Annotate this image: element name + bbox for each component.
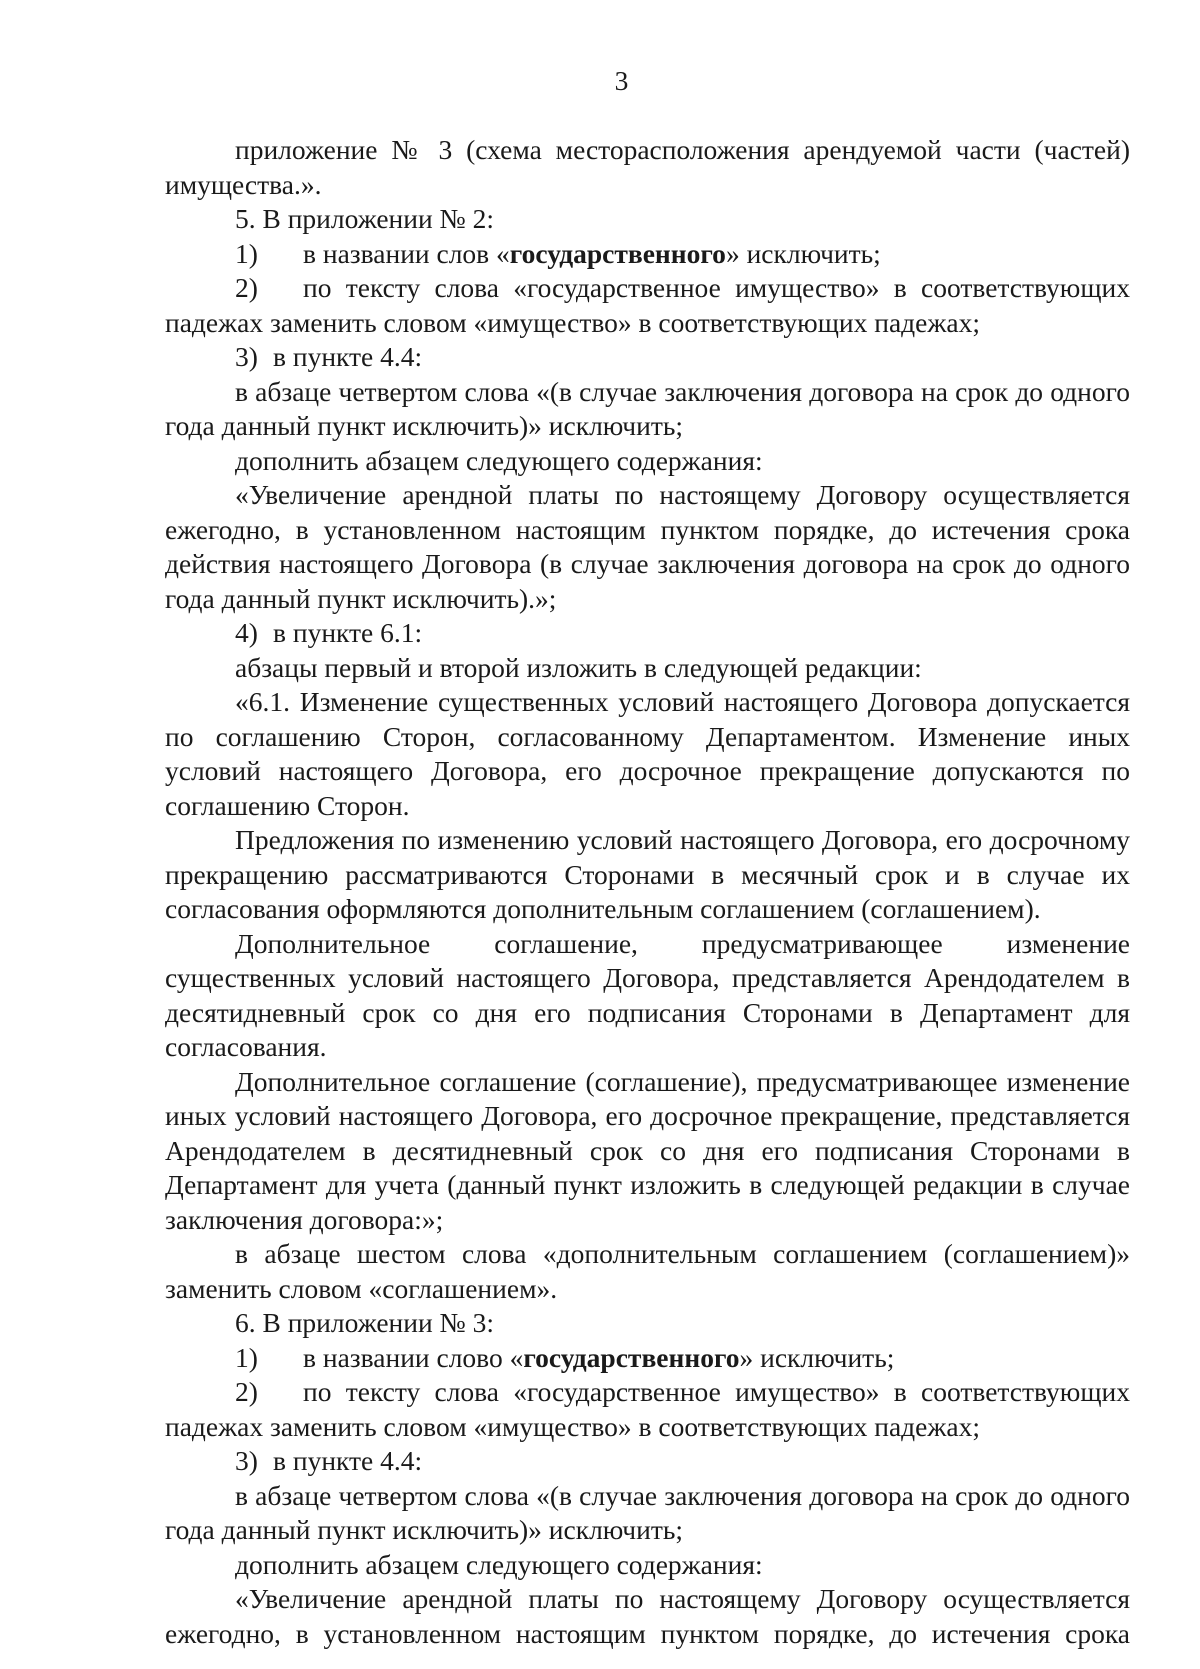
list-number: 2)	[235, 272, 258, 303]
paragraph: Дополнительное соглашение (соглашение), предусматривающее изменение иных условий настоящего Договора, его досрочное прекращение, представляется Арендодателем в десятидневный срок со дня его подписания Сторонами в Департамент для учета (данный пункт изложить в следующей редакции в случае заключения договора:»;	[165, 1065, 1130, 1235]
list-item	[165, 1444, 1130, 1479]
section-6-heading: 6. В приложении № 3:	[235, 1307, 495, 1338]
list-number: 1)	[235, 237, 258, 269]
list-text: в названии слов «	[303, 237, 510, 269]
list-item	[165, 1341, 1130, 1376]
paragraph: Предложения по изменению условий настоящего Договора, его досрочному прекращению рассматриваются Сторонами в месячный срок и в случае их согласования оформляются дополнительным соглашением (соглашением).	[165, 824, 1130, 924]
bold-term: государственного	[509, 237, 726, 269]
section-5-heading: 5. В приложении № 2:	[235, 203, 495, 234]
list-number: 1)	[235, 1341, 258, 1373]
document-body	[165, 133, 1130, 1651]
list-text: » исключить;	[725, 237, 881, 269]
paragraph: «Увеличение арендной платы по настоящему Договору осуществляется ежегодно, в установленном настоящим пунктом порядке, до истечения срока	[165, 1583, 1130, 1649]
list-text: » исключить;	[739, 1341, 895, 1373]
paragraph: дополнить абзацем следующего содержания:	[235, 444, 763, 476]
list-number: 4)	[235, 617, 258, 648]
list-number: 3)	[235, 1445, 258, 1476]
paragraph: «Увеличение арендной платы по настоящему Договору осуществляется ежегодно, в установленном настоящим пунктом порядке, до истечения срока действия настоящего Договора (в случае заключения договора на срок до одного года данный пункт исключить).»;	[165, 479, 1130, 614]
list-text: по тексту слова «государственное имущество» в соответствующих падежах заменить словом «имущество» в соответствующих падежах;	[165, 272, 1130, 338]
paragraph: «6.1. Изменение существенных условий настоящего Договора допускается по соглашению Сторон, согласованному Департаментом. Изменение иных условий настоящего Договора, его досрочное прекращение допускаются по соглашению Сторон.	[165, 686, 1130, 821]
paragraph: в абзаце шестом слова «дополнительным соглашением (соглашением)» заменить словом «соглашением».	[165, 1238, 1130, 1304]
paragraph: в абзаце четвертом слова «(в случае заключения договора на срок до одного года данный пункт исключить)» исключить;	[165, 375, 1130, 441]
bold-term: государственного	[523, 1341, 740, 1373]
list-text: в пункте 4.4:	[273, 341, 423, 372]
list-item	[165, 237, 1130, 272]
paragraph-appendix-3: приложение № 3 (схема месторасположения арендуемой части (частей) имущества.».	[165, 134, 1130, 200]
paragraph: дополнить абзацем следующего содержания:	[235, 1548, 763, 1580]
list-text: в пункте 4.4:	[273, 1445, 423, 1476]
list-text: в пункте 6.1:	[273, 617, 423, 648]
list-text: в названии слово «	[303, 1341, 524, 1373]
list-number: 2)	[235, 1376, 258, 1407]
paragraph: в абзаце четвертом слова «(в случае заключения договора на срок до одного года данный пункт исключить)» исключить;	[165, 1479, 1130, 1545]
page-number: 3	[614, 65, 629, 96]
paragraph: абзацы первый и второй изложить в следующей редакции:	[235, 651, 922, 683]
list-item	[165, 271, 1130, 340]
list-item	[165, 340, 1130, 375]
list-item	[165, 1375, 1130, 1444]
list-item	[165, 616, 1130, 651]
list-text: по тексту слова «государственное имущество» в соответствующих падежах заменить словом «имущество» в соответствующих падежах;	[165, 1376, 1130, 1442]
list-number: 3)	[235, 341, 258, 372]
paragraph: Дополнительное соглашение, предусматривающее изменение существенных условий настоящего Договора, представляется Арендодателем в десятидневный срок со дня его подписания Сторонами в Департамент для согласования.	[165, 927, 1130, 1062]
